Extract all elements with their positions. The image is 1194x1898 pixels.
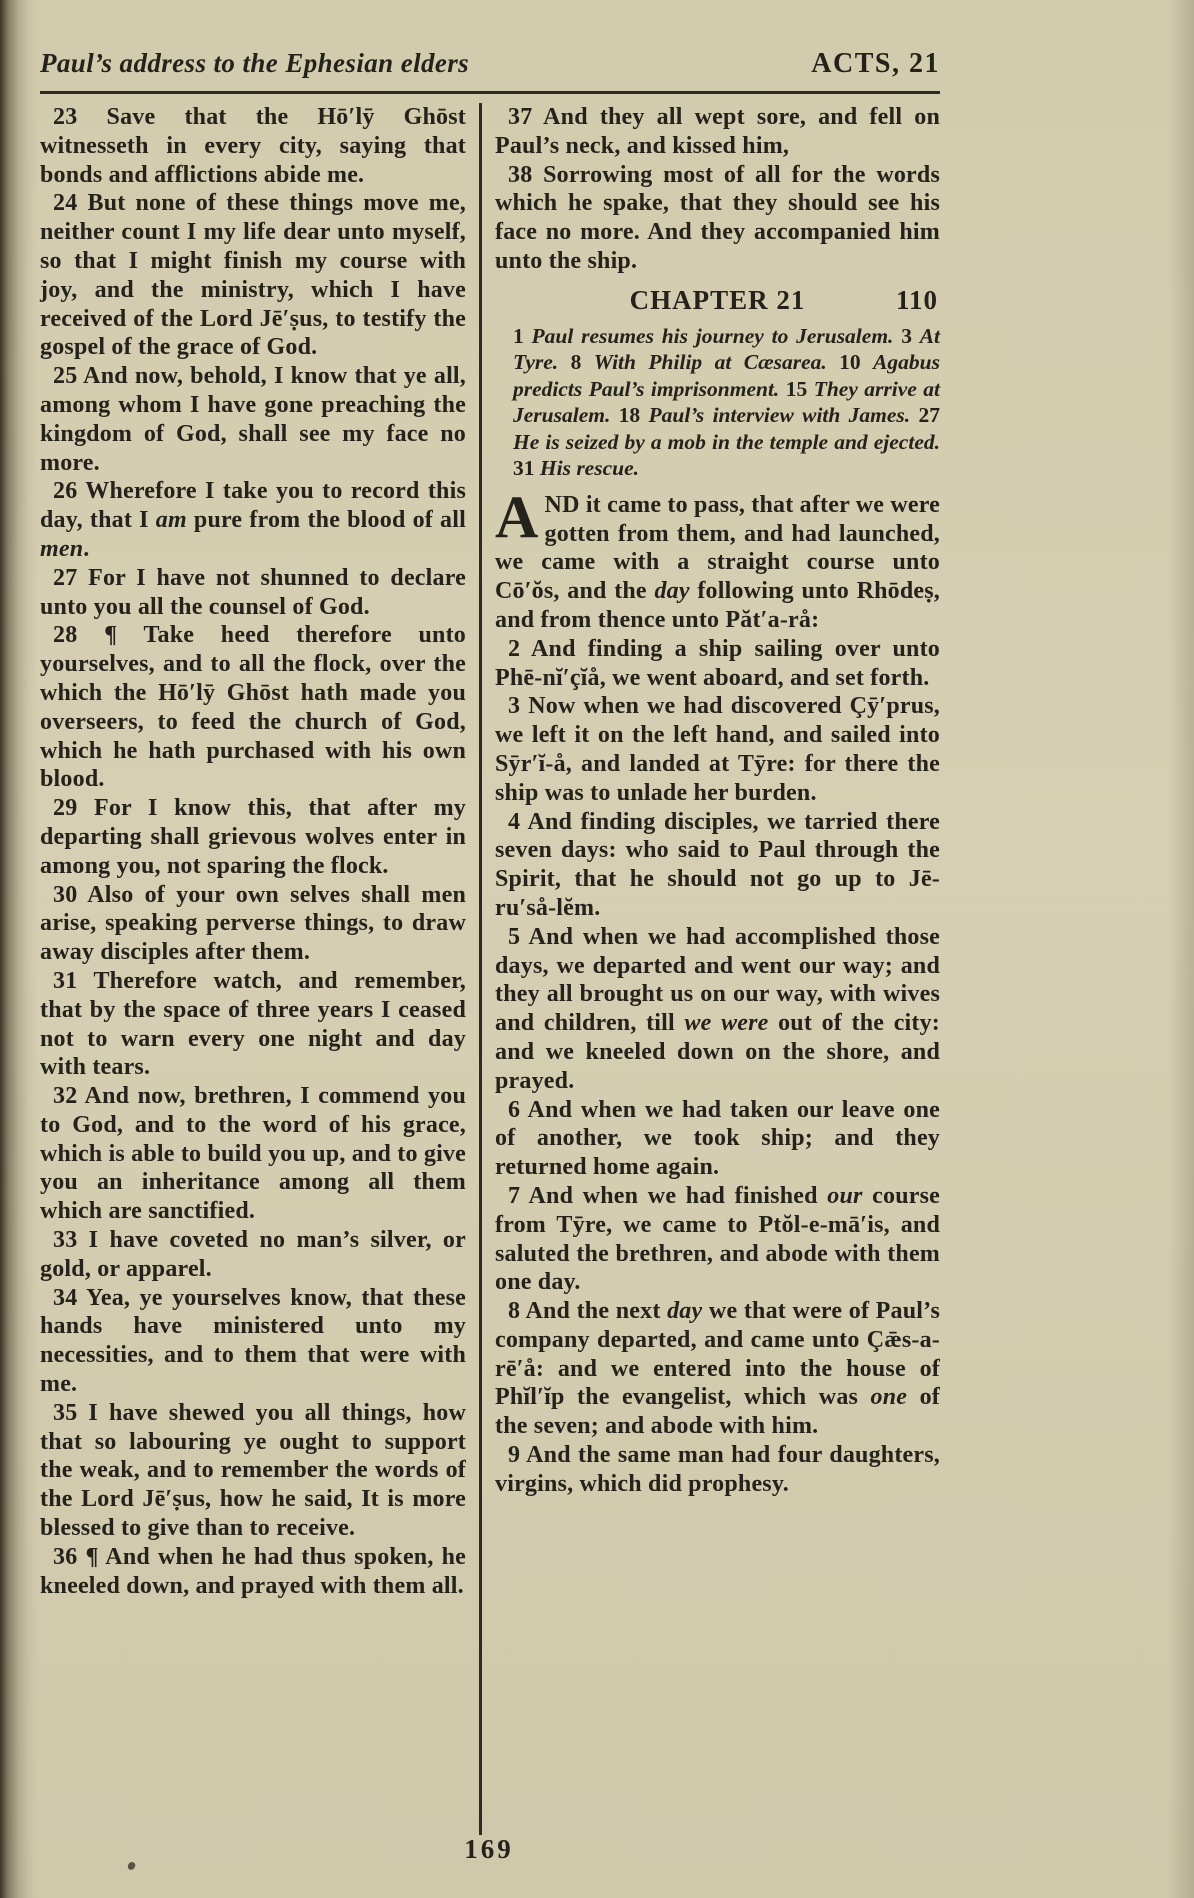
summary-verse-number: 3 xyxy=(893,323,920,348)
verse-number: 6 xyxy=(508,1096,528,1123)
verse-number: 26 xyxy=(53,478,86,505)
verse-number: 34 xyxy=(53,1284,86,1311)
verse: 8 And the next day we that were of Paul’s company departed, and came unto Çǣs-a-rē′å: and we entered into the house of Phĭl′ĭp the evangelist, which was one of the seven; and abode with him. xyxy=(495,1298,941,1440)
verse: 28 ¶ Take heed therefore unto yourselves, and to all the flock, over the which the Hō′lȳ Ghōst hath made you overseers, to feed the church of God, which he hath purchased with his own blood. xyxy=(40,622,466,793)
text-columns xyxy=(40,103,940,1835)
summary-verse-number: 8 xyxy=(558,350,594,375)
verse-number: 31 xyxy=(53,967,94,994)
verse: 38 Sorrowing most of all for the words which he spake, that they should see his face no more. And they accompanied him unto the ship. xyxy=(495,161,940,274)
verse: 4 And finding disciples, we tarried there seven days: who said to Paul through the Spirit, that he should not go up to Jē-ru′så-lĕm. xyxy=(495,808,940,921)
chapter-summary xyxy=(495,323,940,482)
verse: 33 I have coveted no man’s silver, or gold, or apparel. xyxy=(40,1227,466,1282)
verse-number: 5 xyxy=(508,923,529,950)
chapter-heading xyxy=(495,285,940,316)
verse: 9 And the same man had four daughters, virgins, which did prophesy. xyxy=(495,1442,940,1497)
verse-number: 7 xyxy=(508,1182,529,1209)
verse: 25 And now, behold, I know that ye all, among whom I have gone preaching the kingdom of God, shall see my face no more. xyxy=(40,363,466,476)
summary-entry: Agabus predicts Paul’s imprisonment. xyxy=(513,350,941,401)
chapter-section-number: 110 xyxy=(895,284,938,315)
summary-entry: His rescue. xyxy=(539,456,640,481)
verse: 32 And now, brethren, I commend you to God, and to the word of his grace, which is able to build you up, and to give you an inheritance among all them which are sanctified. xyxy=(40,1083,467,1225)
verse: 2 And finding a ship sailing over unto Phē-nĭ′çĭå, we went aboard, and set forth. xyxy=(495,635,940,691)
verse: 34 Yea, ye yourselves know, that these hands have ministered unto my necessities, and to them that were with me. xyxy=(40,1284,466,1398)
verse-number: 23 xyxy=(53,104,107,130)
summary-entry: They arrive at Jerusalem. xyxy=(513,376,940,428)
summary-verse-number: 15 xyxy=(779,376,814,401)
right-column-top-verses xyxy=(495,103,940,276)
book-chapter-reference: ACTS, 21 xyxy=(811,48,940,79)
verse-number: 37 xyxy=(508,104,544,130)
summary-verse-number: 18 xyxy=(610,403,649,428)
verse-number: 28 xyxy=(53,622,105,649)
running-head: Paul’s address to the Ephesian elders xyxy=(40,48,470,78)
verse: 6 And when we had taken our leave one of another, we took ship; and they returned home again. xyxy=(495,1096,941,1181)
verse: 5 And when we had accomplished those days, we departed and went our way; and they all brought us on our way, with wives and children, till we were out of the city: and we kneeled down on the shore, and prayed. xyxy=(495,923,941,1094)
chapter-verses xyxy=(495,483,941,1499)
verse: 29 For I know this, that after my departing shall grievous wolves enter in among you, not sparing the flock. xyxy=(40,795,466,879)
page-number: 169 xyxy=(464,1834,514,1864)
verse-number: 35 xyxy=(53,1399,89,1426)
summary-entry: Paul’s interview with James. xyxy=(648,403,911,428)
verse-number: 32 xyxy=(53,1083,85,1110)
header-rule xyxy=(40,91,940,94)
verse-number: 2 xyxy=(508,635,531,662)
verse-number: 3 xyxy=(508,693,529,720)
verse: 26 Wherefore I take you to record this day, that I am pure from the blood of all men. xyxy=(40,478,466,562)
summary-entry: Paul resumes his journey to Jerusalem. xyxy=(531,323,894,348)
ink-speck xyxy=(127,1861,136,1871)
verse-number: 38 xyxy=(508,161,544,188)
verse: 37 And they all wept sore, and fell on Paul’s neck, and kissed him, xyxy=(495,104,941,159)
verse: 30 Also of your own selves shall men arise, speaking perverse things, to draw away disciples after them. xyxy=(40,881,466,966)
verse-number: 9 xyxy=(508,1442,527,1469)
verse-number: 8 xyxy=(508,1298,526,1325)
verse: 7 And when we had finished our course from Tȳre, we came to Ptŏl-e-mā′is, and saluted the brethren, and abode with them one day. xyxy=(495,1182,941,1296)
page-right-margin-shading xyxy=(1168,0,1194,1898)
verse: 23 Save that the Hō′lȳ Ghōst witnesseth in every city, saying that bonds and afflictions abide me. xyxy=(40,104,466,188)
summary-entry: He is seized by a mob in the temple and ejected. xyxy=(513,429,940,454)
verse-number: 4 xyxy=(508,808,528,835)
verse-number: 25 xyxy=(53,363,84,390)
verse: 35 I have shewed you all things, how that so labouring ye ought to support the weak, and to remember the words of the Lord Jē′ṣus, how he said, It is more blessed to give than to receive. xyxy=(40,1399,466,1542)
verse: 27 For I have not shunned to declare unto you all the counsel of God. xyxy=(40,564,466,620)
right-text-column xyxy=(495,103,940,1835)
column-divider xyxy=(479,103,482,1835)
book-gutter-shadow xyxy=(0,0,38,1898)
verse: 24 But none of these things move me, neither count I my life dear unto myself, so that I might finish my course with joy, and the ministry, which I have received of the Lord Jē′ṣus, to testify the gospel of the grace of God. xyxy=(40,190,466,361)
page-header xyxy=(40,48,940,80)
drop-cap: A xyxy=(495,483,539,550)
summary-verse-number: 31 xyxy=(513,456,540,481)
summary-verse-number: 27 xyxy=(910,403,940,428)
verse-number: 24 xyxy=(53,190,88,217)
verse: 3 Now when we had discovered Çȳ′prus, we left it on the left hand, and sailed into Sȳr′ĭ-å, and landed at Tȳre: for there the ship was to unlade her burden. xyxy=(495,693,941,806)
verse-number: 33 xyxy=(53,1227,89,1254)
verse: 36 ¶ And when he had thus spoken, he kneeled down, and prayed with them all. xyxy=(40,1543,466,1599)
verse-number: 30 xyxy=(53,881,88,908)
summary-verse-number: 1 xyxy=(513,323,532,348)
summary-entry: With Philip at Cæsarea. xyxy=(593,350,827,375)
verse-number: 27 xyxy=(53,564,89,591)
verse: AND it came to pass, that after we were gotten from them, and had launched, we came with a straight course unto Cō′ŏs, and the day following unto Rhōdeṣ, and from thence unto Păt′a-rå: xyxy=(495,483,941,633)
verse-number: 29 xyxy=(53,795,94,822)
verse-number: 36 xyxy=(53,1543,86,1570)
summary-entry: At Tyre. xyxy=(513,323,941,375)
chapter-title: CHAPTER 21 xyxy=(629,284,806,315)
left-text-column xyxy=(40,103,466,1835)
verse: 31 Therefore watch, and remember, that by the space of three years I ceased not to warn every one night and day with tears. xyxy=(40,967,467,1081)
summary-verse-number: 10 xyxy=(826,350,874,375)
